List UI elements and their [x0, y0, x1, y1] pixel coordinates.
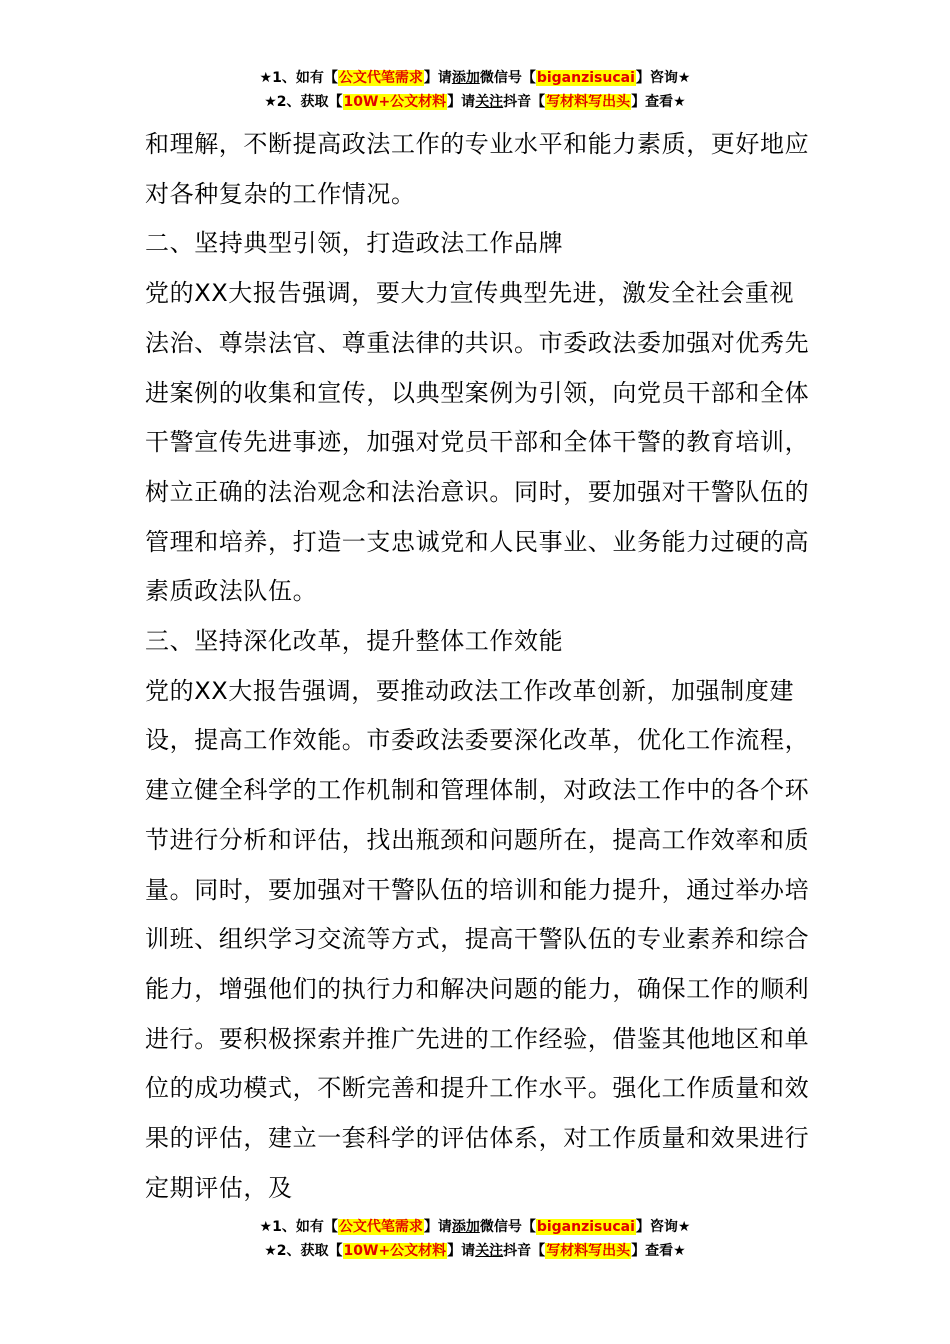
- highlight-materials: 10W+公文材料: [343, 94, 447, 110]
- paragraph-continuation: 和理解，不断提高政法工作的专业水平和能力素质，更好地应对各种复杂的工作情况。: [145, 130, 810, 208]
- banner-line-1: ★1、如有【公文代笔需求】请添加微信号【biganzisucai】咨询★: [259, 70, 691, 86]
- highlight-douyin-account: 写材料写出头: [546, 94, 631, 110]
- footer-banner: [0, 1215, 950, 1263]
- banner-line-2: ★2、获取【10W+公文材料】请关注抖音【写材料写出头】查看★: [264, 1243, 686, 1259]
- banner-line-2: ★2、获取【10W+公文材料】请关注抖音【写材料写出头】查看★: [264, 94, 686, 110]
- highlight-wechat-id: biganzisucai: [536, 70, 635, 86]
- header-banner: [0, 66, 950, 114]
- highlight-service: 公文代笔需求: [338, 70, 423, 86]
- highlight-wechat-id: biganzisucai: [536, 1219, 635, 1235]
- paragraph-section-3: 党的XX大报告强调，要推动政法工作改革创新，加强制度建设，提高工作效能。市委政法委要深化改革，优化工作流程，建立健全科学的工作机制和管理体制，对政法工作中的各个环节进行分析和评估，找出瓶颈和问题所在，提高工作效率和质量。同时，要加强对干警队伍的培训和能力提升，通过举办培训班、组织学习交流等方式，提高干警队伍的专业素养和综合能力，增强他们的执行力和解决问题的能力，确保工作的顺利进行。要积极探索并推广先进的工作经验，借鉴其他地区和单位的成功模式，不断完善和提升工作水平。强化工作质量和效果的评估，建立一套科学的评估体系，对工作质量和效果进行定期评估，及: [145, 676, 810, 1202]
- section-heading-2: 二、坚持典型引领，打造政法工作品牌: [145, 229, 564, 258]
- banner-line-1: ★1、如有【公文代笔需求】请添加微信号【biganzisucai】咨询★: [259, 1219, 691, 1235]
- highlight-douyin-account: 写材料写出头: [546, 1243, 631, 1259]
- highlight-materials: 10W+公文材料: [343, 1243, 447, 1259]
- document-body: [145, 120, 810, 1213]
- highlight-service: 公文代笔需求: [338, 1219, 423, 1235]
- section-heading-3: 三、坚持深化改革，提升整体工作效能: [145, 627, 564, 656]
- paragraph-section-2: 党的XX大报告强调，要大力宣传典型先进，激发全社会重视法治、尊崇法官、尊重法律的共识。市委政法委加强对优秀先进案例的收集和宣传，以典型案例为引领，向党员干部和全体干警宣传先进事迹，加强对党员干部和全体干警的教育培训，树立正确的法治观念和法治意识。同时，要加强对干警队伍的管理和培养，打造一支忠诚党和人民事业、业务能力过硬的高素质政法队伍。: [145, 279, 810, 606]
